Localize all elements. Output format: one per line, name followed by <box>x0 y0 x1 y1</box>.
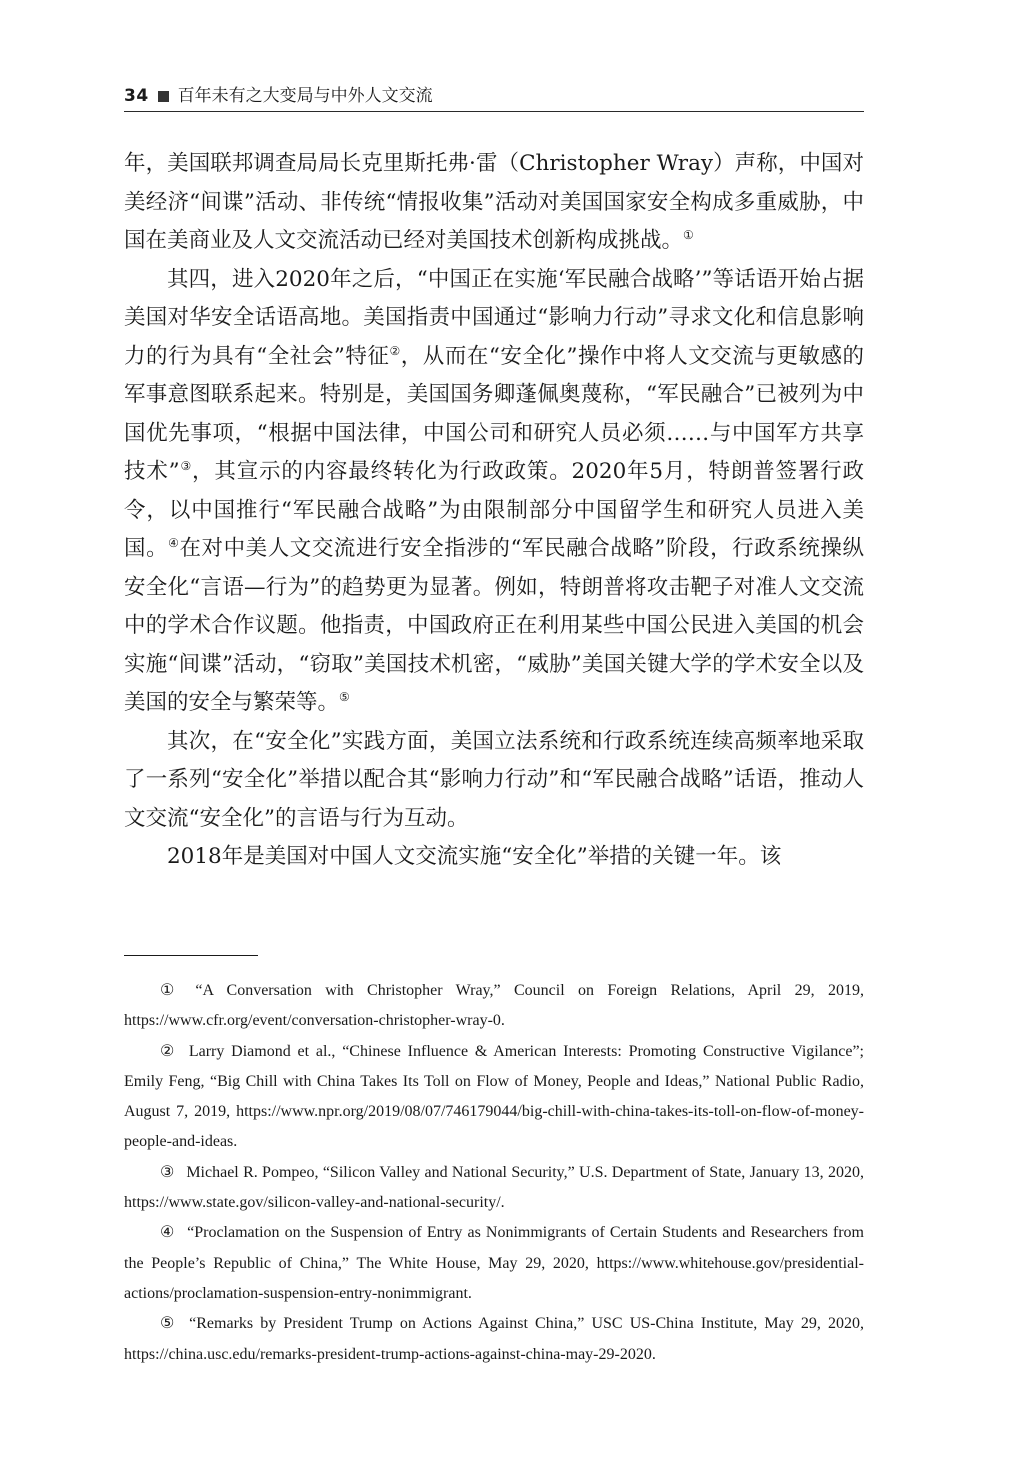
footnote-text: “Proclamation on the Suspension of Entry as Nonimmigrants of Certain Students and Researchers from the People’s Republic of China,” The White House, May 29, 2020, https://www.whitehouse.gov/presidential-actions/proclamation-suspension-entry-nonimmigrant. <box>124 1224 865 1302</box>
footnote-3 <box>124 1158 864 1219</box>
footnote-ref-1[interactable]: ① <box>683 227 694 242</box>
footnote-4 <box>124 1218 864 1309</box>
footnote-mark: ② <box>160 1042 175 1060</box>
paragraph-2-text-c: ，其宣示的内容最终转化为行政政策。2020年5月，特朗普签署行政令，以中国推行“军民融合战略”为由限制部分中国留学生和研究人员进入美国。 <box>124 459 864 561</box>
paragraph-1 <box>124 145 864 261</box>
footnote-text: “A Conversation with Christopher Wray,” Council on Foreign Relations, April 29, 2019, https://www.cfr.org/event/conversation-christopher-wray-0. <box>124 982 865 1030</box>
paragraph-1-text: 年，美国联邦调查局局长克里斯托弗·雷（Christopher Wray）声称，中国对美经济“间谍”活动、非传统“情报收集”活动对美国国家安全构成多重威胁，中国在美商业及人文交流活动已经对美国技术创新构成挑战。 <box>124 151 864 253</box>
footnote-ref-4[interactable]: ④ <box>168 535 180 550</box>
footnote-5 <box>124 1309 864 1370</box>
paragraph-2-text-a: 其四，进入2020年之后，“中国正在实施‘军民融合战略’”等话语开始占据美国对华安全话语高地。美国指责中国通过“影响力行动”寻求文化和信息影响力的行为具有“全社会”特征 <box>124 266 864 369</box>
page-number: 34 <box>124 86 149 106</box>
footnote-1 <box>124 976 864 1037</box>
paragraph-2-text-d: 在对中美人文交流进行安全指涉的“军民融合战略”阶段，行政系统操纵安全化“言语—行为”的趋势更为显著。例如，特朗普将攻击靶子对准人文交流中的学术合作议题。他指责，中国政府正在利用某些中国公民进入美国的机会实施“间谍”活动，“窃取”美国技术机密，“威胁”美国关键大学的学术安全以及美国的安全与繁荣等。 <box>124 536 864 715</box>
paragraph-2 <box>124 261 864 723</box>
footnote-mark: ③ <box>160 1163 175 1181</box>
footnote-ref-5[interactable]: ⑤ <box>339 689 350 704</box>
footnote-text: “Remarks by President Trump on Actions Against China,” USC US-China Institute, May 29, 2020, https://china.usc.edu/remarks-president-trump-actions-against-china-may-29-2020. <box>124 1315 865 1363</box>
paragraph-2-text-b: ，从而在“安全化”操作中将人文交流与更敏感的军事意图联系起来。特别是，美国国务卿蓬佩奥蔑称，“军民融合”已被列为中国优先事项，“根据中国法律，中国公司和研究人员必须……与中国军方共享技术” <box>124 343 864 484</box>
footnote-mark: ⑤ <box>160 1315 175 1333</box>
footnote-ref-3[interactable]: ③ <box>179 458 193 473</box>
paragraph-4: 2018年是美国对中国人文交流实施“安全化”举措的关键一年。该 <box>167 844 782 869</box>
footnote-mark: ④ <box>160 1224 175 1242</box>
footnote-text: Michael R. Pompeo, “Silicon Valley and National Security,” U.S. Department of State, January 13, 2020, https://www.state.gov/silicon-valley-and-national-security/. <box>124 1163 865 1212</box>
body-text <box>124 145 864 877</box>
page-header <box>124 80 864 112</box>
footnote-mark: ① <box>160 982 175 999</box>
paragraph-3: 其次，在“安全化”实践方面，美国立法系统和行政系统连续高频率地采取了一系列“安全化”举措以配合其“影响力行动”和“军民融合战略”话语，推动人文交流“安全化”的言语与行为互动。 <box>124 728 864 831</box>
square-separator-icon <box>158 91 169 102</box>
footnote-ref-2[interactable]: ② <box>389 343 401 358</box>
footnote-divider <box>124 955 258 956</box>
footnote-text: Larry Diamond et al., “Chinese Influence & American Interests: Promoting Constructive Vigilance”; Emily Feng, “Big Chill with China Takes Its Toll on Flow of Money, People and Ideas,” National Public Radio, August 7, 2019, https://www.npr.org/2019/08/07/746179044/big-chill-with-china-takes-its-toll-on-flow-of-money-people-and-ideas. <box>124 1042 864 1151</box>
footnote-2 <box>124 1037 864 1158</box>
footnotes <box>124 976 864 1370</box>
running-title: 百年未有之大变局与中外人文交流 <box>177 86 433 106</box>
